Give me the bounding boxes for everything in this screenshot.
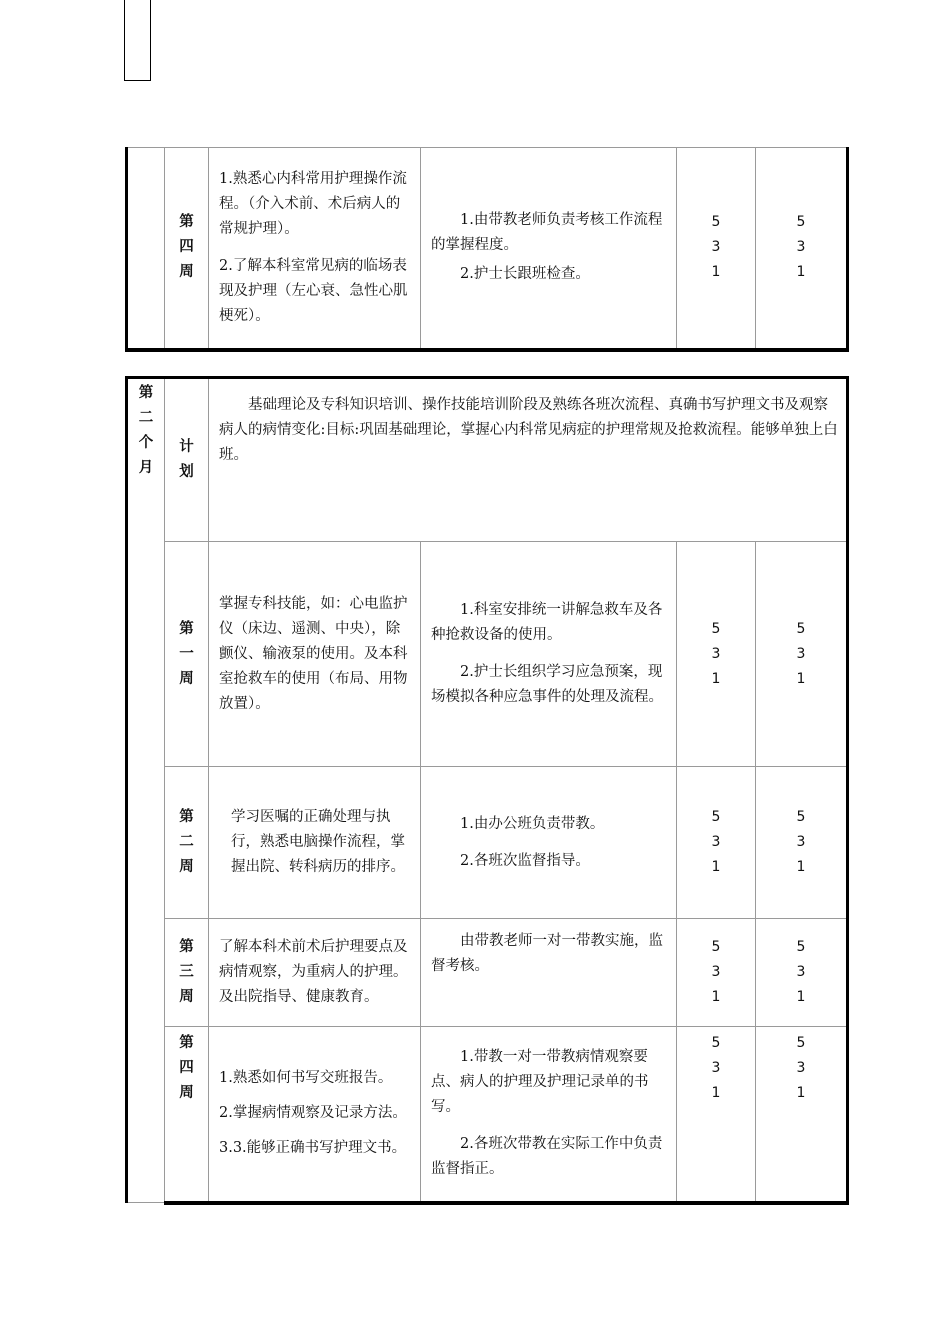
table-row (127, 919, 848, 1027)
score-col-1: 5 3 1 (677, 767, 756, 919)
corner-box (124, 0, 151, 81)
month-two-table (125, 376, 849, 1205)
week-label: 第 二 周 (165, 767, 209, 919)
month-label: 第 二 个 月 (127, 378, 165, 1203)
plan-text: 基础理论及专科知识培训、操作技能培训阶段及熟练各班次流程、真确书写护理文书及观察病人的病情变化:目标:巩固基础理论，掌握心内科常见病症的护理常规及抢救流程。能够单独上白班。 (209, 378, 848, 542)
score-col-2: 5 3 1 (756, 542, 848, 767)
table-row (127, 1027, 848, 1203)
week-methods: 1.由带教老师负责考核工作流程的掌握程度。 2.护士长跟班检查。 (421, 148, 677, 350)
table-row (127, 378, 848, 542)
week-content: 1.熟悉心内科常用护理操作流程。（介入术前、术后病人的常规护理）。 2.了解本科室常见病的临场表现及护理（左心衰、急性心肌梗死）。 (209, 148, 421, 350)
week-content: 掌握专科技能，如：心电监护仪（床边、遥测、中央），除颤仪、输液泵的使用。及本科室抢救车的使用（布局、用物放置）。 (209, 542, 421, 767)
week-content: 1.熟悉如何书写交班报告。 2.掌握病情观察及记录方法。 3.3.能够正确书写护理文书。 (209, 1027, 421, 1203)
score-col-2: 5 3 1 (756, 919, 848, 1027)
table-row (127, 542, 848, 767)
score-col-2: 5 3 1 (756, 148, 848, 350)
week-label: 第 四 周 (165, 148, 209, 350)
week-content: 了解本科术前术后护理要点及病情观察，为重病人的护理。及出院指导、健康教育。 (209, 919, 421, 1027)
plan-label: 计 划 (165, 378, 209, 542)
score-col-1: 5 3 1 (677, 1027, 756, 1203)
week-methods: 1.由办公班负责带教。 2.各班次监督指导。 (421, 767, 677, 919)
score-col-1: 5 3 1 (677, 919, 756, 1027)
week-label: 第 四 周 (165, 1027, 209, 1203)
week-methods: 由带教老师一对一带教实施，监督考核。 (421, 919, 677, 1027)
score-col-2: 5 3 1 (756, 767, 848, 919)
table-row (127, 148, 848, 350)
week-methods: 1.科室安排统一讲解急救车及各种抢救设备的使用。 2.护士长组织学习应急预案，现场模拟各种应急事件的处理及流程。 (421, 542, 677, 767)
score-col-1: 5 3 1 (677, 542, 756, 767)
week-label: 第 一 周 (165, 542, 209, 767)
week-table-continuation (125, 147, 849, 352)
week-methods: 1.带教一对一带教病情观察要点、病人的护理及护理记录单的书写。 2.各班次带教在实际工作中负责监督指正。 (421, 1027, 677, 1203)
week-content: 学习医嘱的正确处理与执行，熟悉电脑操作流程，掌握出院、转科病历的排序。 (209, 767, 421, 919)
table-row (127, 767, 848, 919)
score-col-1: 5 3 1 (677, 148, 756, 350)
score-col-2: 5 3 1 (756, 1027, 848, 1203)
month-cell-empty (127, 148, 165, 350)
week-label: 第 三 周 (165, 919, 209, 1027)
